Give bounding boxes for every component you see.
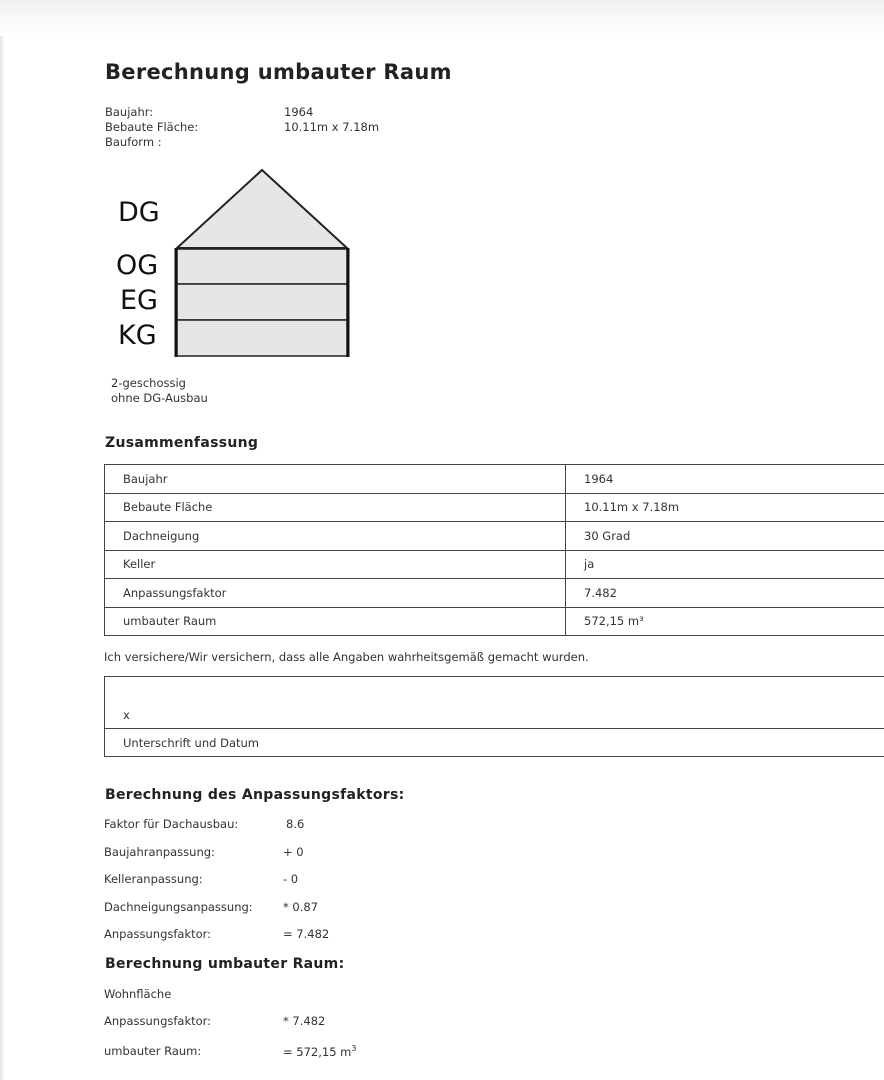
volume-label-wohnflaeche: Wohnfläche [104, 987, 172, 1001]
summary-title: Zusammenfassung [105, 435, 259, 451]
house-diagram [110, 165, 360, 365]
meta-label-baujahr: Baujahr: [105, 105, 154, 119]
page-top-shade [0, 0, 884, 36]
floor-label-dg: DG [118, 197, 160, 228]
table-row [105, 493, 884, 522]
signature-line [104, 728, 884, 729]
meta-value-baujahr: 1964 [284, 105, 314, 119]
signature-box-border-top [104, 676, 884, 677]
meta-values [284, 105, 379, 135]
document-title: Berechnung umbauter Raum [105, 60, 452, 84]
factor-value-dachausbau: 8.6 [286, 817, 305, 831]
house-description-line1: 2-geschossig [111, 376, 186, 390]
factor-value-keller: - 0 [283, 872, 299, 886]
floor-label-og: OG [116, 250, 159, 281]
volume-calc-title: Berechnung umbauter Raum: [105, 956, 345, 972]
factor-value-dachneigung: * 0.87 [283, 900, 319, 914]
roof-shape [177, 170, 347, 248]
meta-labels [105, 105, 198, 150]
table-cell-value: 572,15 m³ [566, 607, 884, 636]
factor-label-keller: Kelleranpassung: [104, 872, 203, 886]
table-cell-label: Bebaute Fläche [105, 493, 566, 522]
factor-calc-title: Berechnung des Anpassungsfaktors: [105, 787, 405, 803]
summary-table [104, 464, 884, 636]
signature-box-border-bottom [104, 756, 884, 757]
table-row [105, 607, 884, 636]
table-cell-label: umbauter Raum [105, 607, 566, 636]
factor-label-dachneigung: Dachneigungsanpassung: [104, 900, 253, 914]
table-cell-value: ja [566, 550, 884, 579]
house-description-line2: ohne DG-Ausbau [111, 391, 208, 405]
table-cell-label: Anpassungsfaktor [105, 579, 566, 608]
table-row [105, 579, 884, 608]
signature-mark: x [123, 708, 130, 722]
table-row [105, 465, 884, 494]
factor-value-anpassung: = 7.482 [283, 927, 330, 941]
floor-eg-shape [177, 284, 347, 320]
meta-value-flaeche: 10.11m x 7.18m [284, 120, 380, 134]
declaration-text: Ich versichere/Wir versichern, dass alle Angaben wahrheitsgemäß gemacht wurden. [104, 650, 589, 664]
factor-value-baujahr: + 0 [283, 845, 304, 859]
floor-og-shape [177, 249, 347, 284]
factor-label-anpassung: Anpassungsfaktor: [104, 927, 212, 941]
table-cell-value: 30 Grad [566, 522, 884, 551]
page-edge-shadow [0, 0, 5, 1080]
floor-kg-shape [177, 320, 347, 356]
table-cell-label: Keller [105, 550, 566, 579]
signature-box[interactable] [104, 676, 884, 757]
table-cell-label: Baujahr [105, 465, 566, 494]
table-row [105, 550, 884, 579]
table-cell-label: Dachneigung [105, 522, 566, 551]
meta-label-flaeche: Bebaute Fläche: [105, 120, 199, 134]
floor-label-eg: EG [120, 285, 158, 316]
volume-unit-exponent: 3 [351, 1044, 357, 1053]
volume-label-anpassung: Anpassungsfaktor: [104, 1014, 212, 1028]
house-description [111, 376, 208, 406]
volume-value-anpassung: * 7.482 [283, 1014, 326, 1028]
table-cell-value: 10.11m x 7.18m [566, 493, 884, 522]
factor-label-dachausbau: Faktor für Dachausbau: [104, 817, 239, 831]
table-row [105, 522, 884, 551]
table-cell-value: 7.482 [566, 579, 884, 608]
volume-label-raum: umbauter Raum: [104, 1044, 202, 1058]
meta-label-bauform: Bauform : [105, 135, 162, 149]
signature-caption: Unterschrift und Datum [123, 736, 259, 750]
volume-value-raum-number: = 572,15 m [283, 1044, 352, 1059]
signature-box-border-left [104, 676, 105, 757]
table-cell-value: 1964 [566, 465, 884, 494]
factor-label-baujahr: Baujahranpassung: [104, 845, 215, 859]
floor-label-kg: KG [118, 320, 157, 351]
volume-value-raum [283, 1044, 356, 1059]
